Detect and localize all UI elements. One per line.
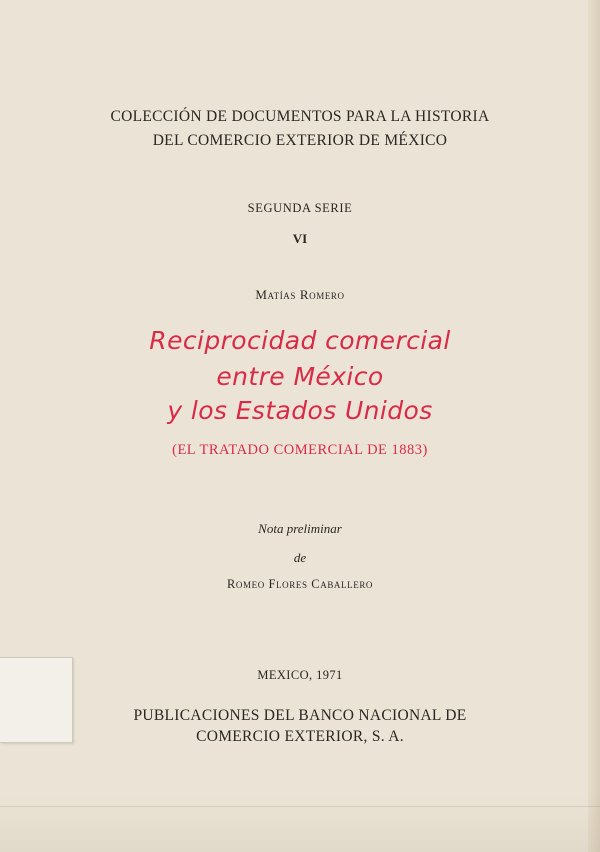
page-bottom-shade: [0, 794, 600, 852]
collection-line-1: COLECCIÓN DE DOCUMENTOS PARA LA HISTORIA: [110, 108, 490, 125]
volume-number: VI: [292, 231, 308, 246]
place-year: MEXICO, 1971: [257, 668, 343, 682]
subtitle: (EL TRATADO COMERCIAL DE 1883): [172, 442, 428, 458]
title-line-3: y los Estados Unidos: [167, 396, 433, 425]
series-label: SEGUNDA SERIE: [247, 201, 353, 215]
author-name: Matías Romero: [255, 287, 345, 302]
fold-line: [0, 806, 600, 807]
collection-line-2: DEL COMERCIO EXTERIOR DE MÉXICO: [152, 132, 448, 149]
title-line-1: Reciprocidad comercial: [149, 326, 451, 355]
title-line-2: entre México: [216, 362, 384, 391]
note-by: de: [293, 550, 307, 565]
note-author: Romeo Flores Caballero: [226, 577, 374, 591]
publisher-line-2: COMERCIO EXTERIOR, S. A.: [196, 728, 404, 745]
note-label: Nota preliminar: [258, 521, 342, 536]
publisher-line-1: PUBLICACIONES DEL BANCO NACIONAL DE: [133, 707, 467, 724]
